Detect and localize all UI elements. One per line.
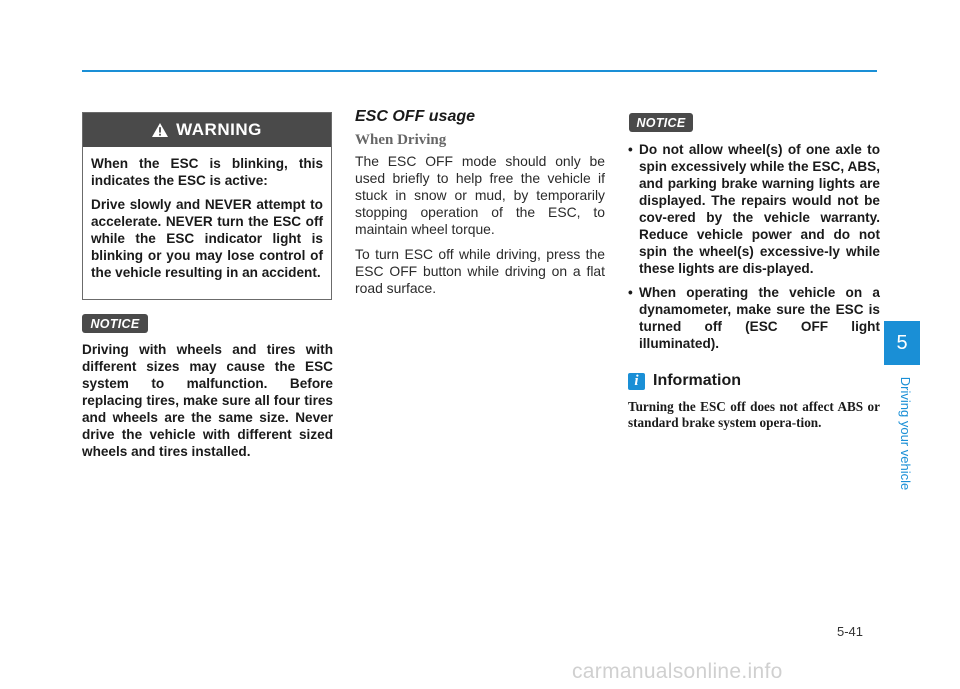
chapter-side-label xyxy=(893,368,919,498)
notice-section xyxy=(628,141,880,431)
info-icon: i xyxy=(628,373,645,390)
page-number: 5-41 xyxy=(837,624,864,639)
warning-label: WARNING xyxy=(176,120,262,139)
warning-triangle-icon xyxy=(152,123,168,137)
watermark: carmanualsonline.info xyxy=(572,660,783,683)
body-paragraph: The ESC OFF mode should only be used briefly to help free the vehicle if stuck in snow or mud, by temporarily stopping operation of the ESC, to maintain wheel torque. xyxy=(355,153,605,237)
list-item: • Do not allow wheel(s) of one axle to spin excessively while the ESC, ABS, and parking brake warning lights are displayed. The repairs would not be cov-ered by the vehicle warranty. Reduce vehicle power and do not spin the wheel(s) excessive-ly while these lights are dis-played. xyxy=(628,141,880,277)
warning-paragraph: When the ESC is blinking, this indicates the ESC is active: xyxy=(91,156,323,188)
warning-header xyxy=(83,113,331,147)
chapter-tab: 5 xyxy=(884,321,920,365)
esc-off-section xyxy=(355,108,605,305)
warning-box xyxy=(82,112,332,300)
top-rule xyxy=(82,70,877,72)
information-header xyxy=(628,372,880,390)
notice-text: Driving with wheels and tires with different sizes may cause the ESC system to malfunction. Before replacing tires, make sure all four tires and wheels are the same size. Never drive the vehicle with different sized wheels and tires installed. xyxy=(82,342,333,459)
warning-paragraph: Drive slowly and NEVER attempt to accelerate. NEVER turn the ESC off while the ESC indicator light is blinking or you may lose control of the vehicle resulting in an accident. xyxy=(91,197,323,280)
notice-tag: NOTICE xyxy=(82,314,148,333)
information-text: Turning the ESC off does not affect ABS or standard brake system opera-tion. xyxy=(628,399,880,430)
warning-body xyxy=(83,147,331,281)
notice-tag: NOTICE xyxy=(629,113,693,132)
subheading: When Driving xyxy=(355,132,447,148)
chapter-title: Driving your vehicle xyxy=(898,376,914,490)
information-title: Information xyxy=(653,372,741,389)
notice-bullet-list xyxy=(628,141,880,352)
body-paragraph: To turn ESC off while driving, press the ESC OFF button while driving on a flat road surface. xyxy=(355,246,605,296)
section-title: ESC OFF usage xyxy=(355,108,476,125)
list-item: • When operating the vehicle on a dynamometer, make sure the ESC is turned off (ESC OFF light illuminated). xyxy=(628,284,880,352)
